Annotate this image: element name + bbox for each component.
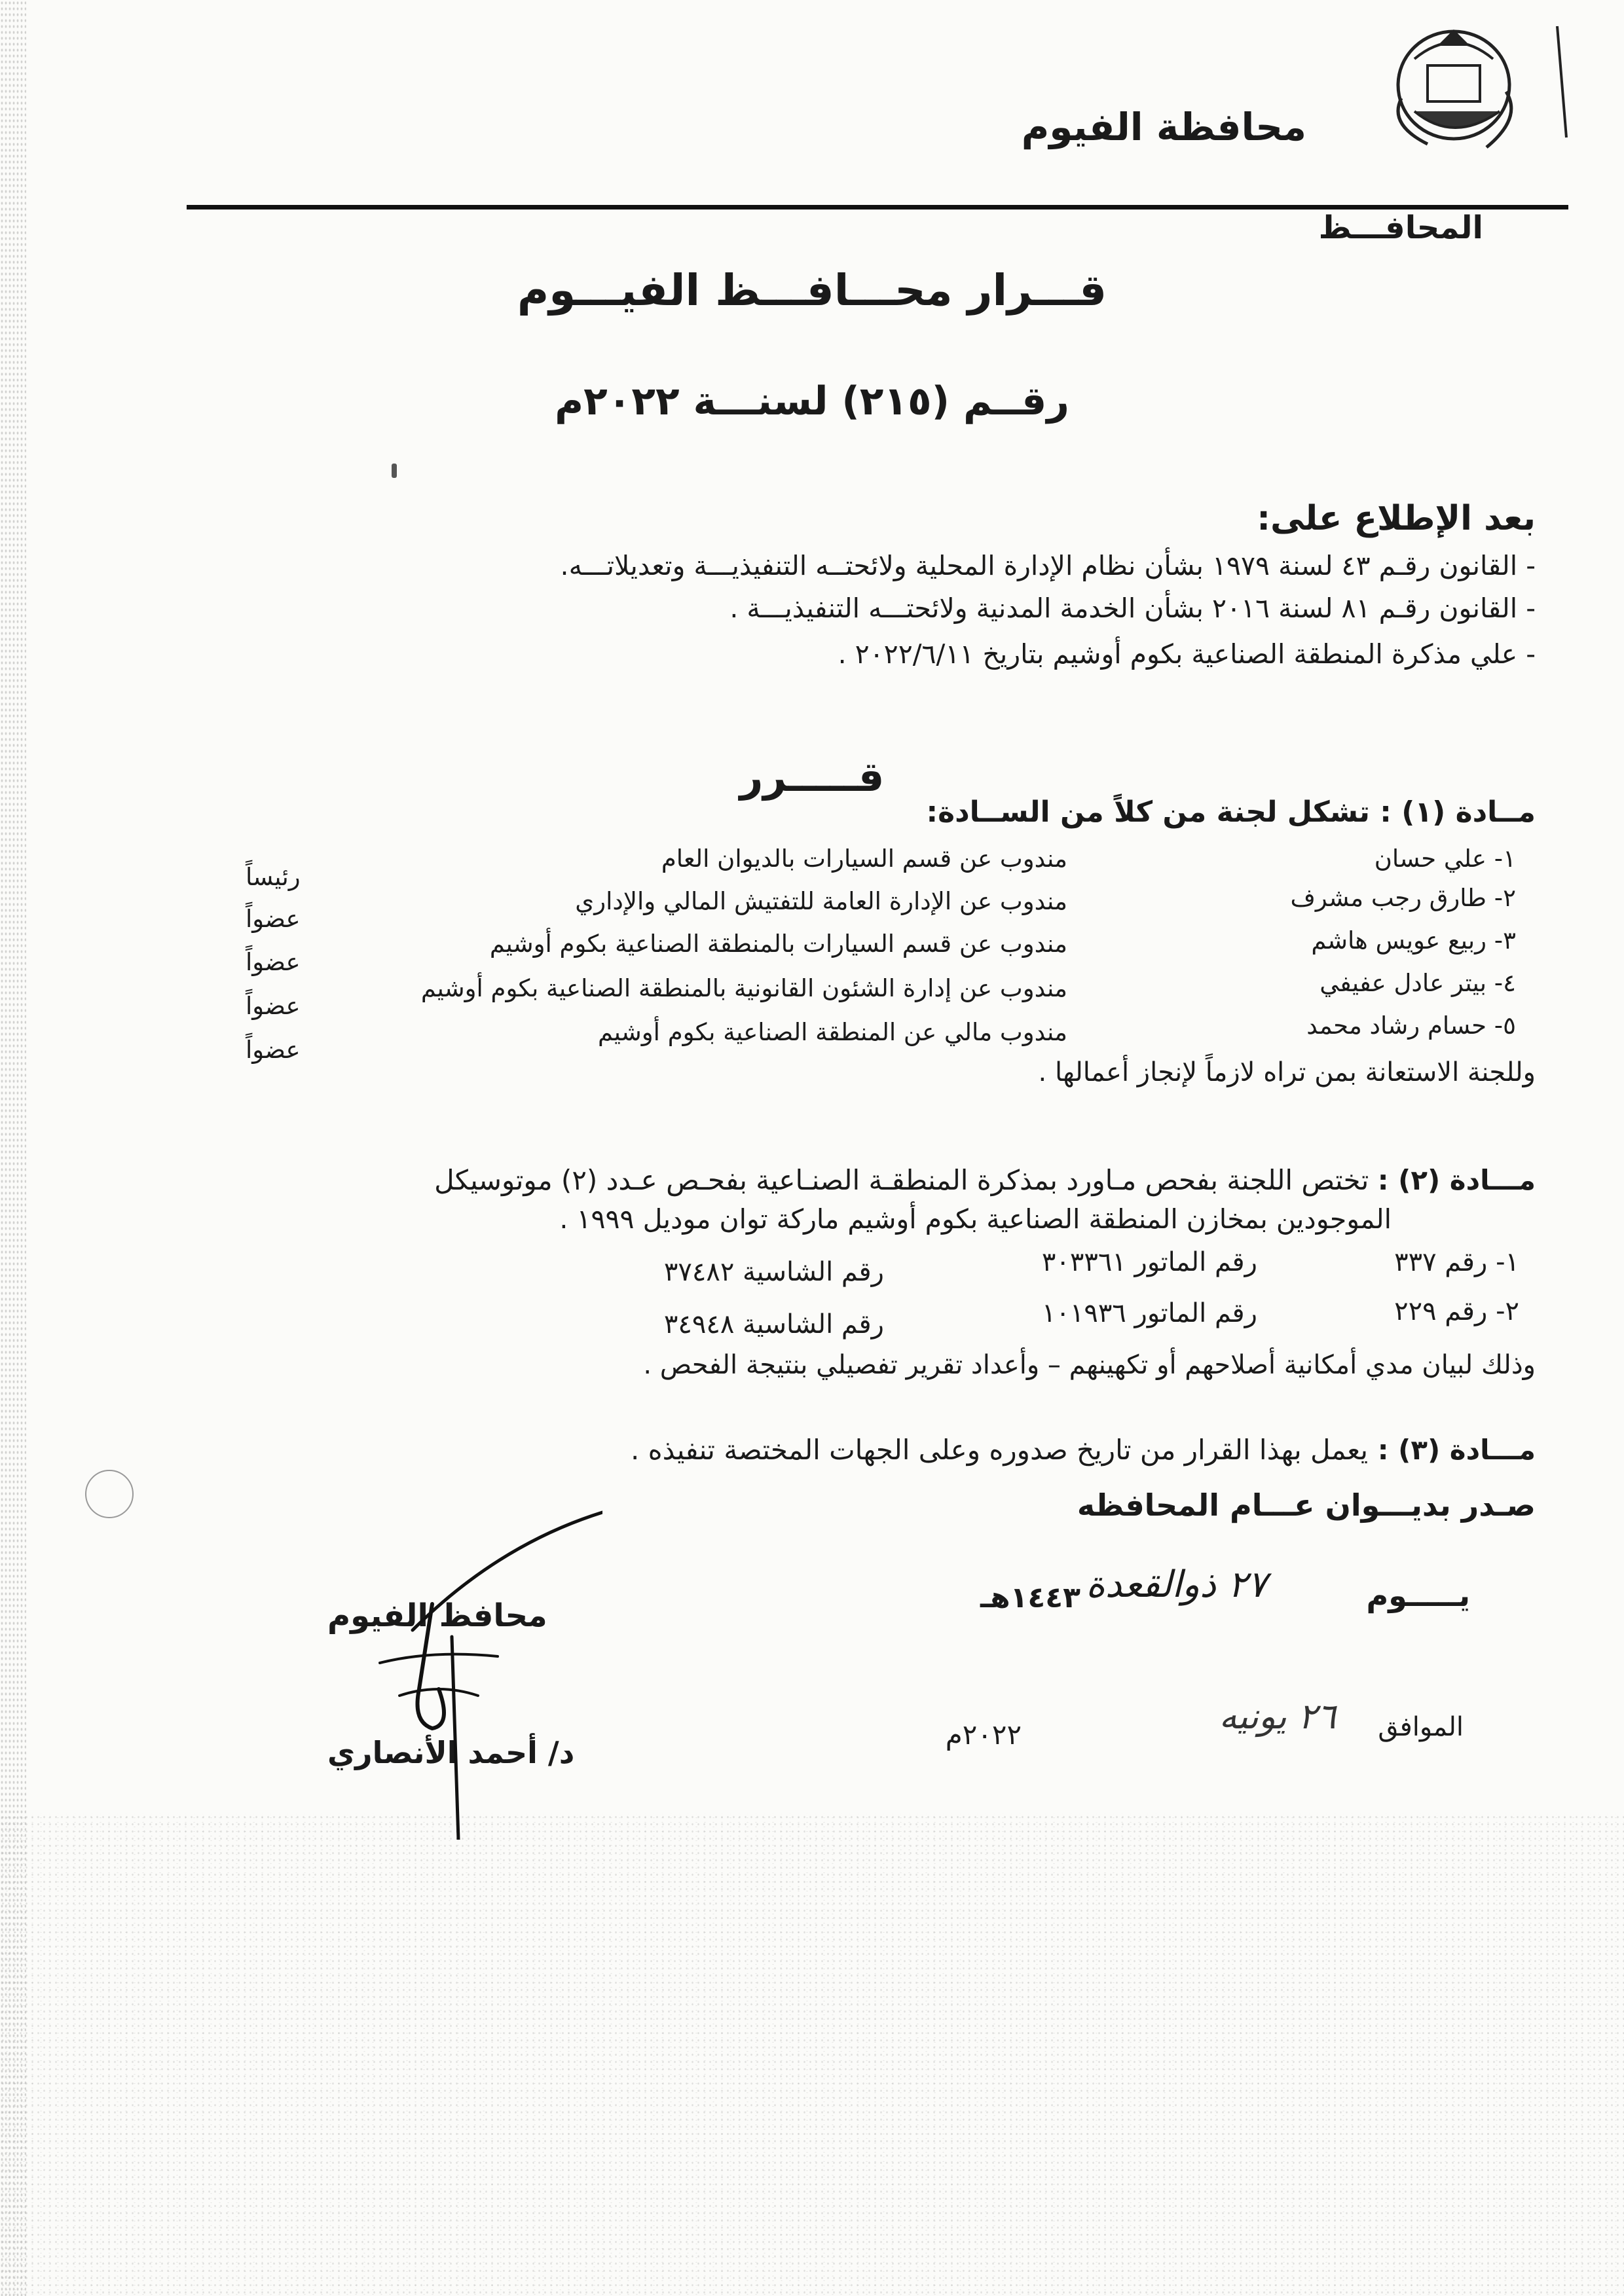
article-2-text: تختص اللجنة بفحص مـاورد بمذكرة المنطقـة الصنـاعية بفحـص عـدد (٢) موتوسيكل [434,1164,1369,1196]
member-title: عضواً [246,1036,301,1064]
office-title: المحافـــظ [1318,210,1483,246]
member-name: ٣- ربيع عويس هاشم [1311,926,1516,955]
member-title: عضواً [246,905,301,933]
article-2-label: مـــادة (٢) : [1377,1164,1536,1196]
hijri-day: ٢٧ ذوالقعدة [1086,1563,1267,1606]
motorcycle-engine: رقم الماتور ١٠١٩٣٦ [1041,1298,1257,1328]
article-1-label: مــادة (١) : [1380,795,1536,829]
member-role: مندوب عن إدارة الشئون القانونية بالمنطقة الصناعية بكوم أوشيم [420,974,1067,1002]
gregorian-year: ٢٠٢٢م [945,1719,1022,1751]
scan-noise [0,1813,1624,2296]
governorate-name: محافظة الفيوم [1021,105,1306,149]
member-name: ١- علي حسان [1374,845,1516,873]
member-title: رئيساً [246,863,301,891]
article-1 [927,795,1536,829]
member-role: مندوب مالي عن المنطقة الصناعية بكوم أوشيم [598,1018,1067,1046]
gregorian-label: الموافق [1378,1712,1464,1742]
member-name: ٥- حسام رشاد محمد [1306,1011,1516,1040]
punch-hole [85,1470,134,1518]
signatory-title: محافظ الفيوم [327,1597,547,1634]
gregorian-day: ٢٦ يونيه [1219,1696,1336,1737]
hijri-year: ١٤٤٣هـ [980,1581,1080,1614]
signatory-name: د/ أحمد الأنصاري [327,1735,575,1770]
article-3-label: مـــادة (٣) : [1377,1434,1536,1466]
article-2-closing: وذلك لبيان مدي أمكانية أصلاحهم أو تكهينهم – وأعداد تقرير تفصيلي بنتيجة الفحص . [643,1350,1536,1380]
issued-line: صـدر بديـــوان عـــام المحافظه [1077,1487,1536,1523]
preamble-line: - القانون رقـم ٤٣ لسنة ١٩٧٩ بشأن نظام الإدارة المحلية ولائحتــه التنفيذيـــة وتعديلاتـــه. [560,550,1536,581]
scan-speck [392,464,397,478]
motorcycle-number: ١- رقم ٣٣٧ [1394,1247,1519,1277]
article-2-text-cont: الموجودين بمخازن المنطقة الصناعية بكوم أوشيم ماركة توان موديل ١٩٩٩ . [559,1203,1392,1235]
article-1-closing: وللجنة الاستعانة بمن تراه لازماً لإنجاز أعمالها . [1038,1057,1536,1087]
decree-title: قـــرار محـــافـــظ الفيـــوم [517,265,1107,316]
motorcycle-engine: رقم الماتور ٣٠٣٣٦١ [1041,1247,1257,1277]
hijri-label: يـــــوم [1366,1578,1470,1613]
preamble-heading: بعد الإطلاع على: [1257,499,1536,538]
member-role: مندوب عن قسم السيارات بالديوان العام [661,845,1067,873]
article-3 [631,1434,1536,1466]
governorate-emblem [1375,20,1526,157]
preamble-line: - علي مذكرة المنطقة الصناعية بكوم أوشيم بتاريخ ٢٠٢٢/٦/١١ . [838,638,1536,670]
handwritten-signature [301,1499,602,1840]
decree-number: رقــم (٢١٥) لسنـــة ٢٠٢٢م [555,378,1069,424]
motorcycle-chassis: رقم الشاسية ٣٤٩٤٨ [663,1309,884,1339]
article-3-text: يعمل بهذا القرار من تاريخ صدوره وعلى الجهات المختصة تنفيذه . [630,1434,1369,1466]
motorcycle-number: ٢- رقم ٢٢٩ [1394,1296,1519,1326]
member-title: عضواً [246,948,301,976]
article-1-text: تشكل لجنة من كلاً من الســادة: [926,795,1370,829]
member-role: مندوب عن الإدارة العامة للتفتيش المالي والإداري [575,887,1067,915]
member-name: ٢- طارق رجب مشرف [1290,884,1516,912]
motorcycle-chassis: رقم الشاسية ٣٧٤٨٢ [663,1257,884,1287]
member-title: عضواً [246,992,301,1020]
preamble-line: - القانون رقـم ٨١ لسنة ٢٠١٦ بشأن الخدمة المدنية ولائحتـــه التنفيذيـــة . [729,592,1536,624]
member-role: مندوب عن قسم السيارات بالمنطقة الصناعية بكوم أوشيم [489,930,1067,958]
decided-heading: قـــــرر [739,753,885,801]
binder-mark [1552,20,1572,144]
member-name: ٤- بيتر عادل عفيفي [1320,969,1516,997]
header-rule [187,205,1568,210]
article-2 [434,1164,1536,1196]
